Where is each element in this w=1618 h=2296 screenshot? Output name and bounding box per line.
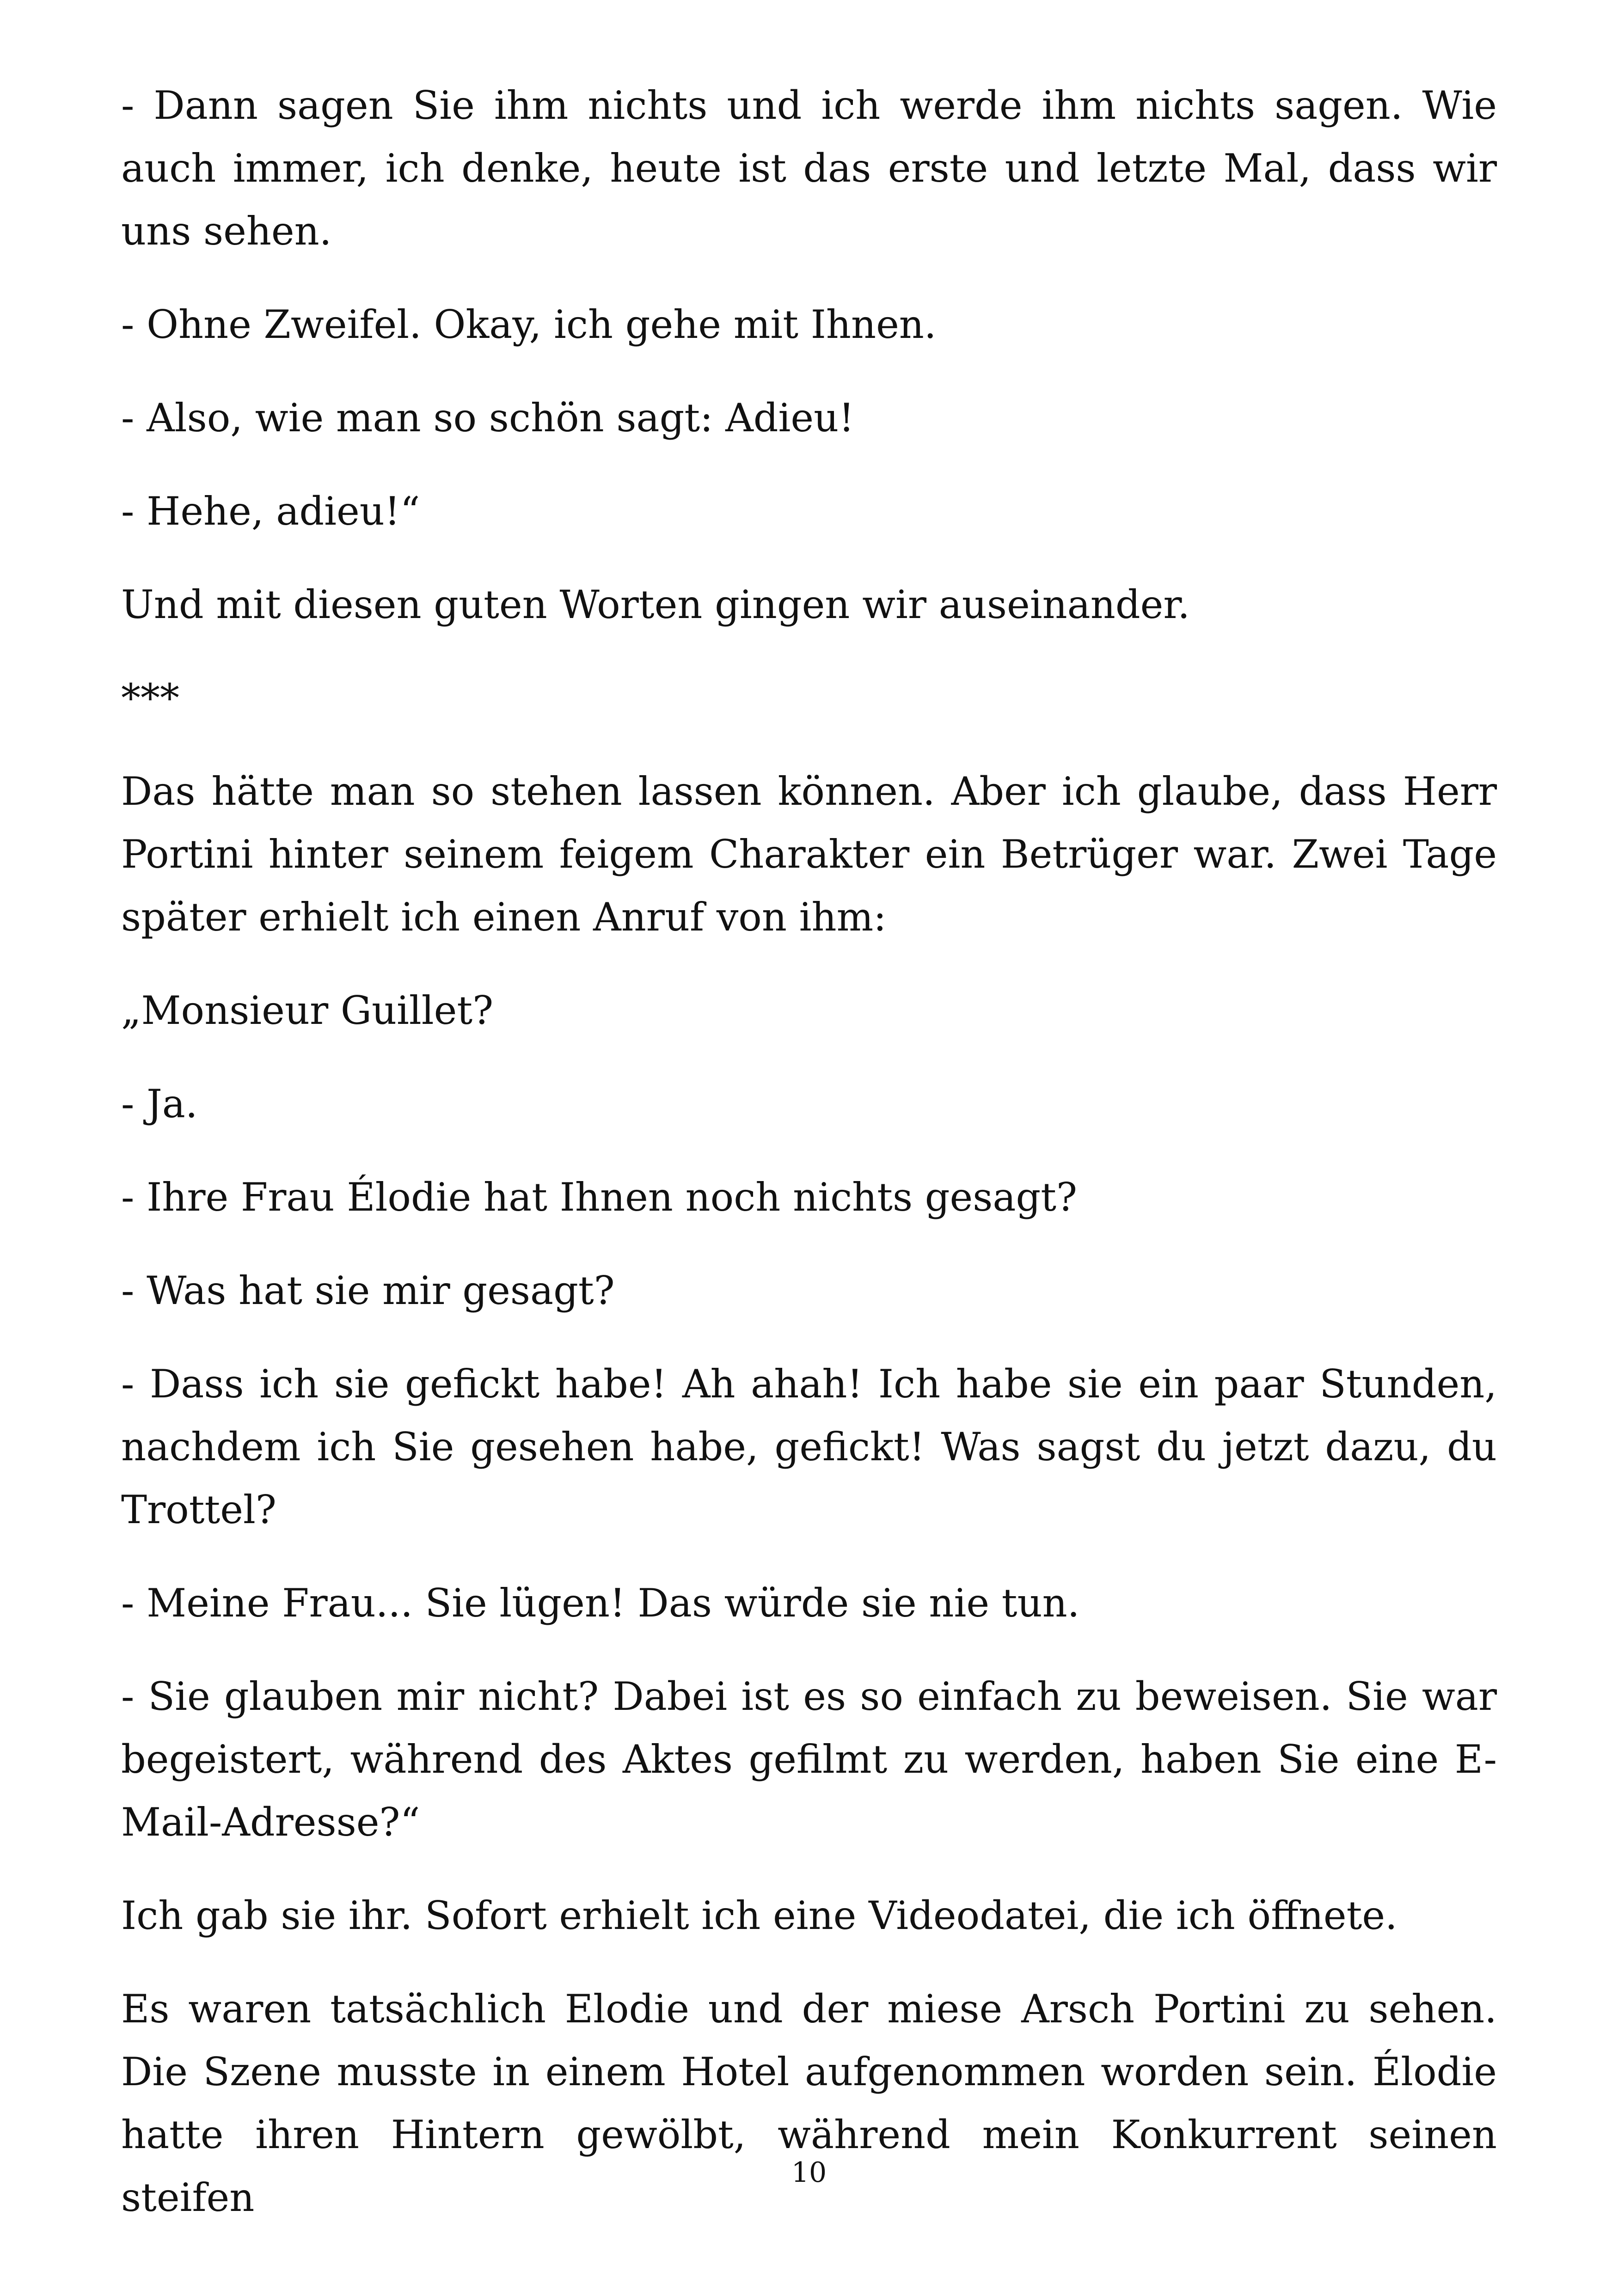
paragraph-1: - Dann sagen Sie ihm nichts und ich werde ihm nichts sagen. Wie auch immer, ich denke, heute ist das erste und letzte Mal, dass wir uns sehen. bbox=[121, 83, 1497, 254]
paragraph-11: - Was hat sie mir gesagt? bbox=[121, 1268, 615, 1313]
scene-break: *** bbox=[121, 675, 179, 721]
paragraph-5: Und mit diesen guten Worten gingen wir auseinander. bbox=[121, 582, 1190, 627]
page-number: 10 bbox=[791, 2156, 827, 2189]
paragraph-8: „Monsieur Guillet? bbox=[121, 988, 494, 1033]
paragraph-12: - Dass ich sie gefickt habe! Ah ahah! Ich habe sie ein paar Stunden, nachdem ich Sie gesehen habe, gefickt! Was sagst du jetzt dazu, du Trottel? bbox=[121, 1361, 1497, 1532]
paragraph-2: - Ohne Zweifel. Okay, ich gehe mit Ihnen. bbox=[121, 302, 937, 347]
paragraph-3: - Also, wie man so schön sagt: Adieu! bbox=[121, 395, 854, 441]
paragraph-15: Ich gab sie ihr. Sofort erhielt ich eine Videodatei, die ich öffnete. bbox=[121, 1893, 1397, 1938]
paragraph-16: Es waren tatsächlich Elodie und der miese Arsch Portini zu sehen. Die Szene musste in einem Hotel aufgenommen worden sein. Élodie hatte ihren Hintern gewölbt, während mein Konkurrent seinen steifen bbox=[121, 1986, 1497, 2220]
paragraph-10: - Ihre Frau Élodie hat Ihnen noch nichts gesagt? bbox=[121, 1175, 1078, 1220]
paragraph-4: - Hehe, adieu!“ bbox=[121, 489, 420, 534]
page-body bbox=[121, 74, 1497, 2259]
paragraph-14: - Sie glauben mir nicht? Dabei ist es so einfach zu beweisen. Sie war begeistert, während des Aktes gefilmt zu werden, haben Sie eine E-Mail-Adresse?“ bbox=[121, 1674, 1497, 1845]
paragraph-9: - Ja. bbox=[121, 1081, 198, 1127]
paragraph-7: Das hätte man so stehen lassen können. Aber ich glaube, dass Herr Portini hinter seinem feigem Charakter ein Betrüger war. Zwei Tage später erhielt ich einen Anruf von ihm: bbox=[121, 769, 1497, 940]
paragraph-13: - Meine Frau... Sie lügen! Das würde sie nie tun. bbox=[121, 1580, 1080, 1626]
